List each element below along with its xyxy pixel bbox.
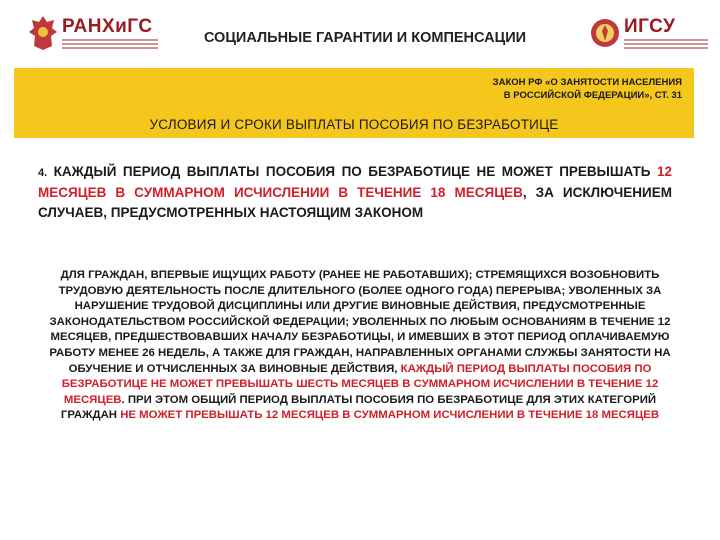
section-title: УСЛОВИЯ И СРОКИ ВЫПЛАТЫ ПОСОБИЯ ПО БЕЗРАБОТИЦЕ bbox=[149, 117, 559, 132]
exceptions-highlight-2: НЕ МОЖЕТ ПРЕВЫШАТЬ 12 МЕСЯЦЕВ В СУММАРНОМ ИСЧИСЛЕНИИ В ТЕЧЕНИЕ 18 МЕСЯЦЕВ bbox=[120, 409, 660, 422]
point-4-paragraph bbox=[38, 162, 672, 223]
exceptions-text-2: . ПРИ ЭТОМ ОБЩИЙ ПЕРИОД ВЫПЛАТЫ ПОСОБИЯ ПО БЕЗРАБОТИЦЕ ДЛЯ ЭТИХ КАТЕГОРИЙ ГРАЖДАН bbox=[60, 393, 657, 422]
point-text-highlight: 12 МЕСЯЦЕВ В СУММАРНОМ ИСЧИСЛЕНИИ В ТЕЧЕНИЕ 18 МЕСЯЦЕВ bbox=[38, 164, 672, 200]
exceptions-text-1: ДЛЯ ГРАЖДАН, ВПЕРВЫЕ ИЩУЩИХ РАБОТУ (РАНЕЕ НЕ РАБОТАВШИХ); СТРЕМЯЩИХСЯ ВОЗОБНОВИТЬ ТРУДОВУЮ ДЕЯТЕЛЬНОСТЬ ПОСЛЕ ДЛИТЕЛЬНОГО (БОЛЕЕ ОДНОГО ГОДА) ПЕРЕРЫВА; УВОЛЕННЫХ ЗА НАРУШЕНИЕ ТРУДОВОЙ ДИСЦИПЛИНЫ ИЛИ ДРУГИЕ ВИНОВНЫЕ ДЕЙСТВИЯ, ПРЕДУСМОТРЕННЫЕ ЗАКОНОДАТЕЛЬСТВОМ РОССИЙСКОЙ ФЕДЕРАЦИИ; УВОЛЕННЫХ ПО ЛЮБЫМ ОСНОВАНИЯМ В ТЕЧЕНИЕ 12 МЕСЯЦЕВ, ПРЕДШЕСТВОВАВШИХ НАЧАЛУ БЕЗРАБОТИЦЫ, И ИМЕВШИХ В ЭТОТ ПЕРИОД ОПЛАЧИВАЕМУЮ РАБОТУ МЕНЕЕ 26 НЕДЕЛЬ, А ТАКЖЕ ДЛЯ ГРАЖДАН, НАПРАВЛЕННЫХ ОРГАНАМИ СЛУЖБЫ ЗАНЯТОСТИ НА ОБУЧЕНИЕ И ОТЧИСЛЕННЫХ ЗА ВИНОВНЫЕ ДЕЙСТВИЯ, bbox=[49, 269, 671, 375]
ranepa-logo-text: РАНХиГС bbox=[62, 16, 153, 37]
law-reference-line-1: ЗАКОН РФ «О ЗАНЯТОСТИ НАСЕЛЕНИЯ bbox=[492, 77, 682, 88]
exceptions-highlight-1: КАЖДЫЙ ПЕРИОД ВЫПЛАТЫ ПОСОБИЯ ПО БЕЗРАБОТИЦЕ НЕ МОЖЕТ ПРЕВЫШАТЬ ШЕСТЬ МЕСЯЦЕВ В СУММАРНОМ ИСЧИСЛЕНИИ В ТЕЧЕНИЕ 12 МЕСЯЦЕВ bbox=[61, 362, 659, 406]
igsu-logo-subtitle bbox=[624, 39, 708, 51]
law-reference bbox=[493, 76, 682, 102]
law-reference-line-2: В РОССИЙСКОЙ ФЕДЕРАЦИИ», СТ. 31 bbox=[503, 90, 682, 101]
igsu-logo-text: ИГСУ bbox=[624, 16, 676, 37]
point-text-b: , ЗА ИСКЛЮЧЕНИЕМ СЛУЧАЕВ, ПРЕДУСМОТРЕННЫХ НАСТОЯЩИМ ЗАКОНОМ bbox=[38, 185, 673, 220]
eagle-emblem-icon bbox=[28, 14, 58, 52]
ranepa-logo-subtitle bbox=[62, 39, 158, 51]
igsu-logo bbox=[590, 14, 710, 54]
eagle-emblem-icon bbox=[590, 14, 620, 52]
point-number: 4. bbox=[38, 167, 48, 179]
exceptions-paragraph bbox=[40, 268, 680, 424]
ranepa-logo bbox=[28, 14, 158, 54]
point-text-a: КАЖДЫЙ ПЕРИОД ВЫПЛАТЫ ПОСОБИЯ ПО БЕЗРАБОТИЦЕ НЕ МОЖЕТ ПРЕВЫШАТЬ bbox=[47, 164, 657, 179]
page-title: СОЦИАЛЬНЫЕ ГАРАНТИИ И КОМПЕНСАЦИИ bbox=[203, 30, 527, 46]
